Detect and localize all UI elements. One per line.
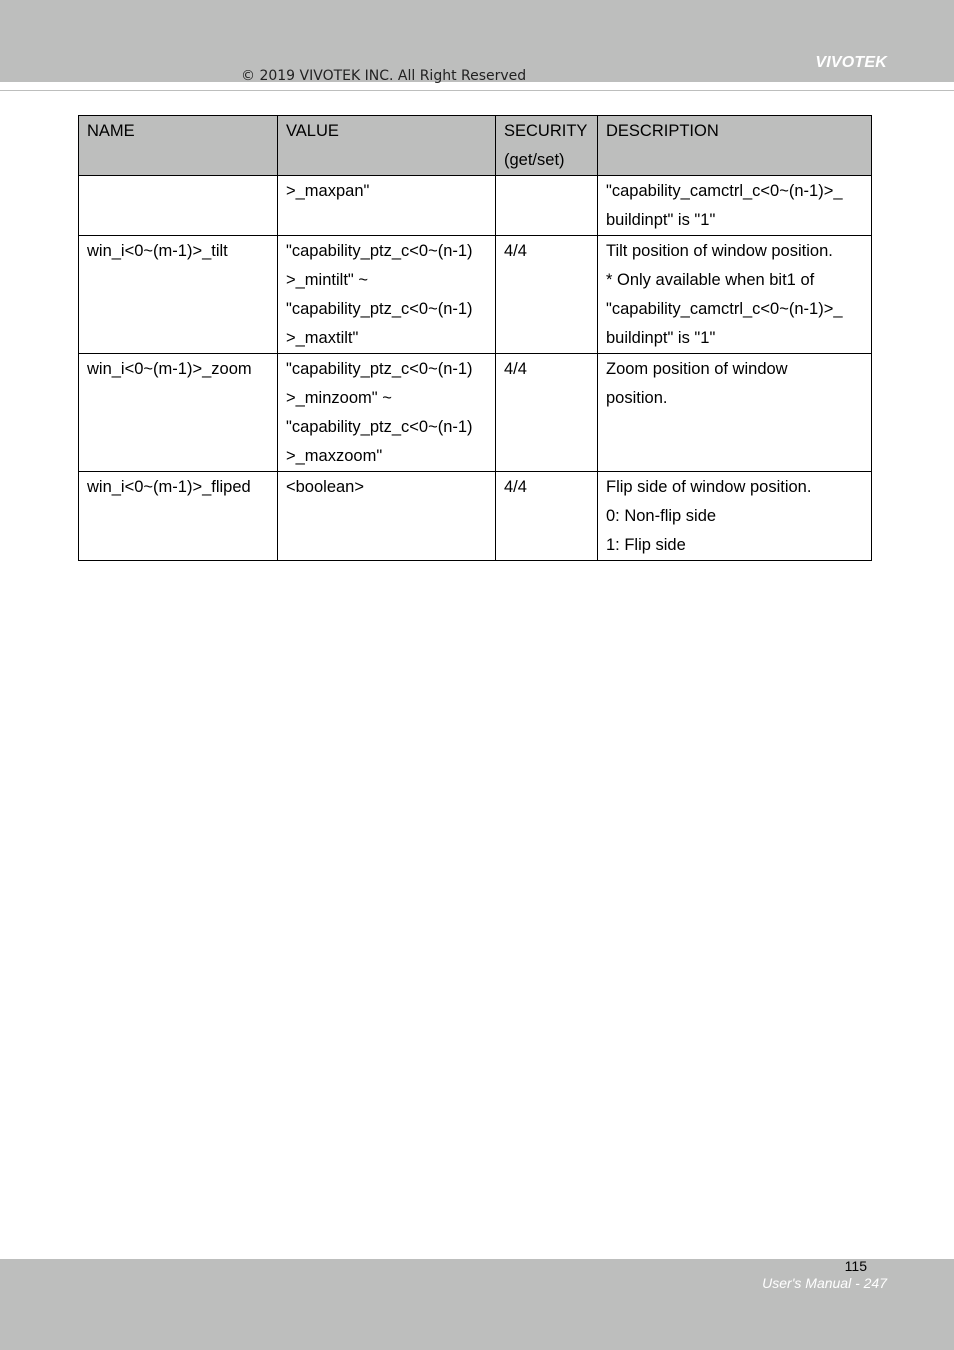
header-description: DESCRIPTION — [598, 116, 872, 176]
table-row — [79, 176, 872, 236]
cell-value: "capability_ptz_c<0~(n-1) >_mintilt" ~ "capability_ptz_c<0~(n-1) >_maxtilt" — [278, 236, 496, 354]
cell-description: Tilt position of window position. * Only available when bit1 of "capability_camctrl_c<0~(n-1)>_ buildinpt" is "1" — [598, 236, 872, 354]
table-row — [79, 354, 872, 472]
header-divider — [0, 90, 954, 91]
cell-description: "capability_camctrl_c<0~(n-1)>_ buildinpt" is "1" — [598, 176, 872, 236]
table-row — [79, 472, 872, 561]
cell-name: win_i<0~(m-1)>_fliped — [79, 472, 278, 561]
brand-logo: VIVOTEK — [815, 54, 887, 71]
cell-security: 4/4 — [496, 354, 598, 472]
footer-band — [0, 1259, 954, 1350]
manual-page-label: User's Manual - 247 — [762, 1275, 887, 1291]
table-header-row — [79, 116, 872, 176]
header-security: SECURITY (get/set) — [496, 116, 598, 176]
cell-security — [496, 176, 598, 236]
cell-security: 4/4 — [496, 236, 598, 354]
table-row — [79, 236, 872, 354]
cell-value: "capability_ptz_c<0~(n-1) >_minzoom" ~ "capability_ptz_c<0~(n-1) >_maxzoom" — [278, 354, 496, 472]
header-value: VALUE — [278, 116, 496, 176]
page-number: 115 — [844, 1258, 867, 1274]
cell-name: win_i<0~(m-1)>_zoom — [79, 354, 278, 472]
cell-name: win_i<0~(m-1)>_tilt — [79, 236, 278, 354]
copyright-text: © 2019 VIVOTEK INC. All Right Reserved — [241, 68, 527, 84]
header-name: NAME — [79, 116, 278, 176]
parameter-table — [78, 115, 872, 561]
cell-value: <boolean> — [278, 472, 496, 561]
cell-security: 4/4 — [496, 472, 598, 561]
cell-description: Zoom position of window position. — [598, 354, 872, 472]
cell-value: >_maxpan" — [278, 176, 496, 236]
cell-name — [79, 176, 278, 236]
cell-description: Flip side of window position. 0: Non-flip side 1: Flip side — [598, 472, 872, 561]
